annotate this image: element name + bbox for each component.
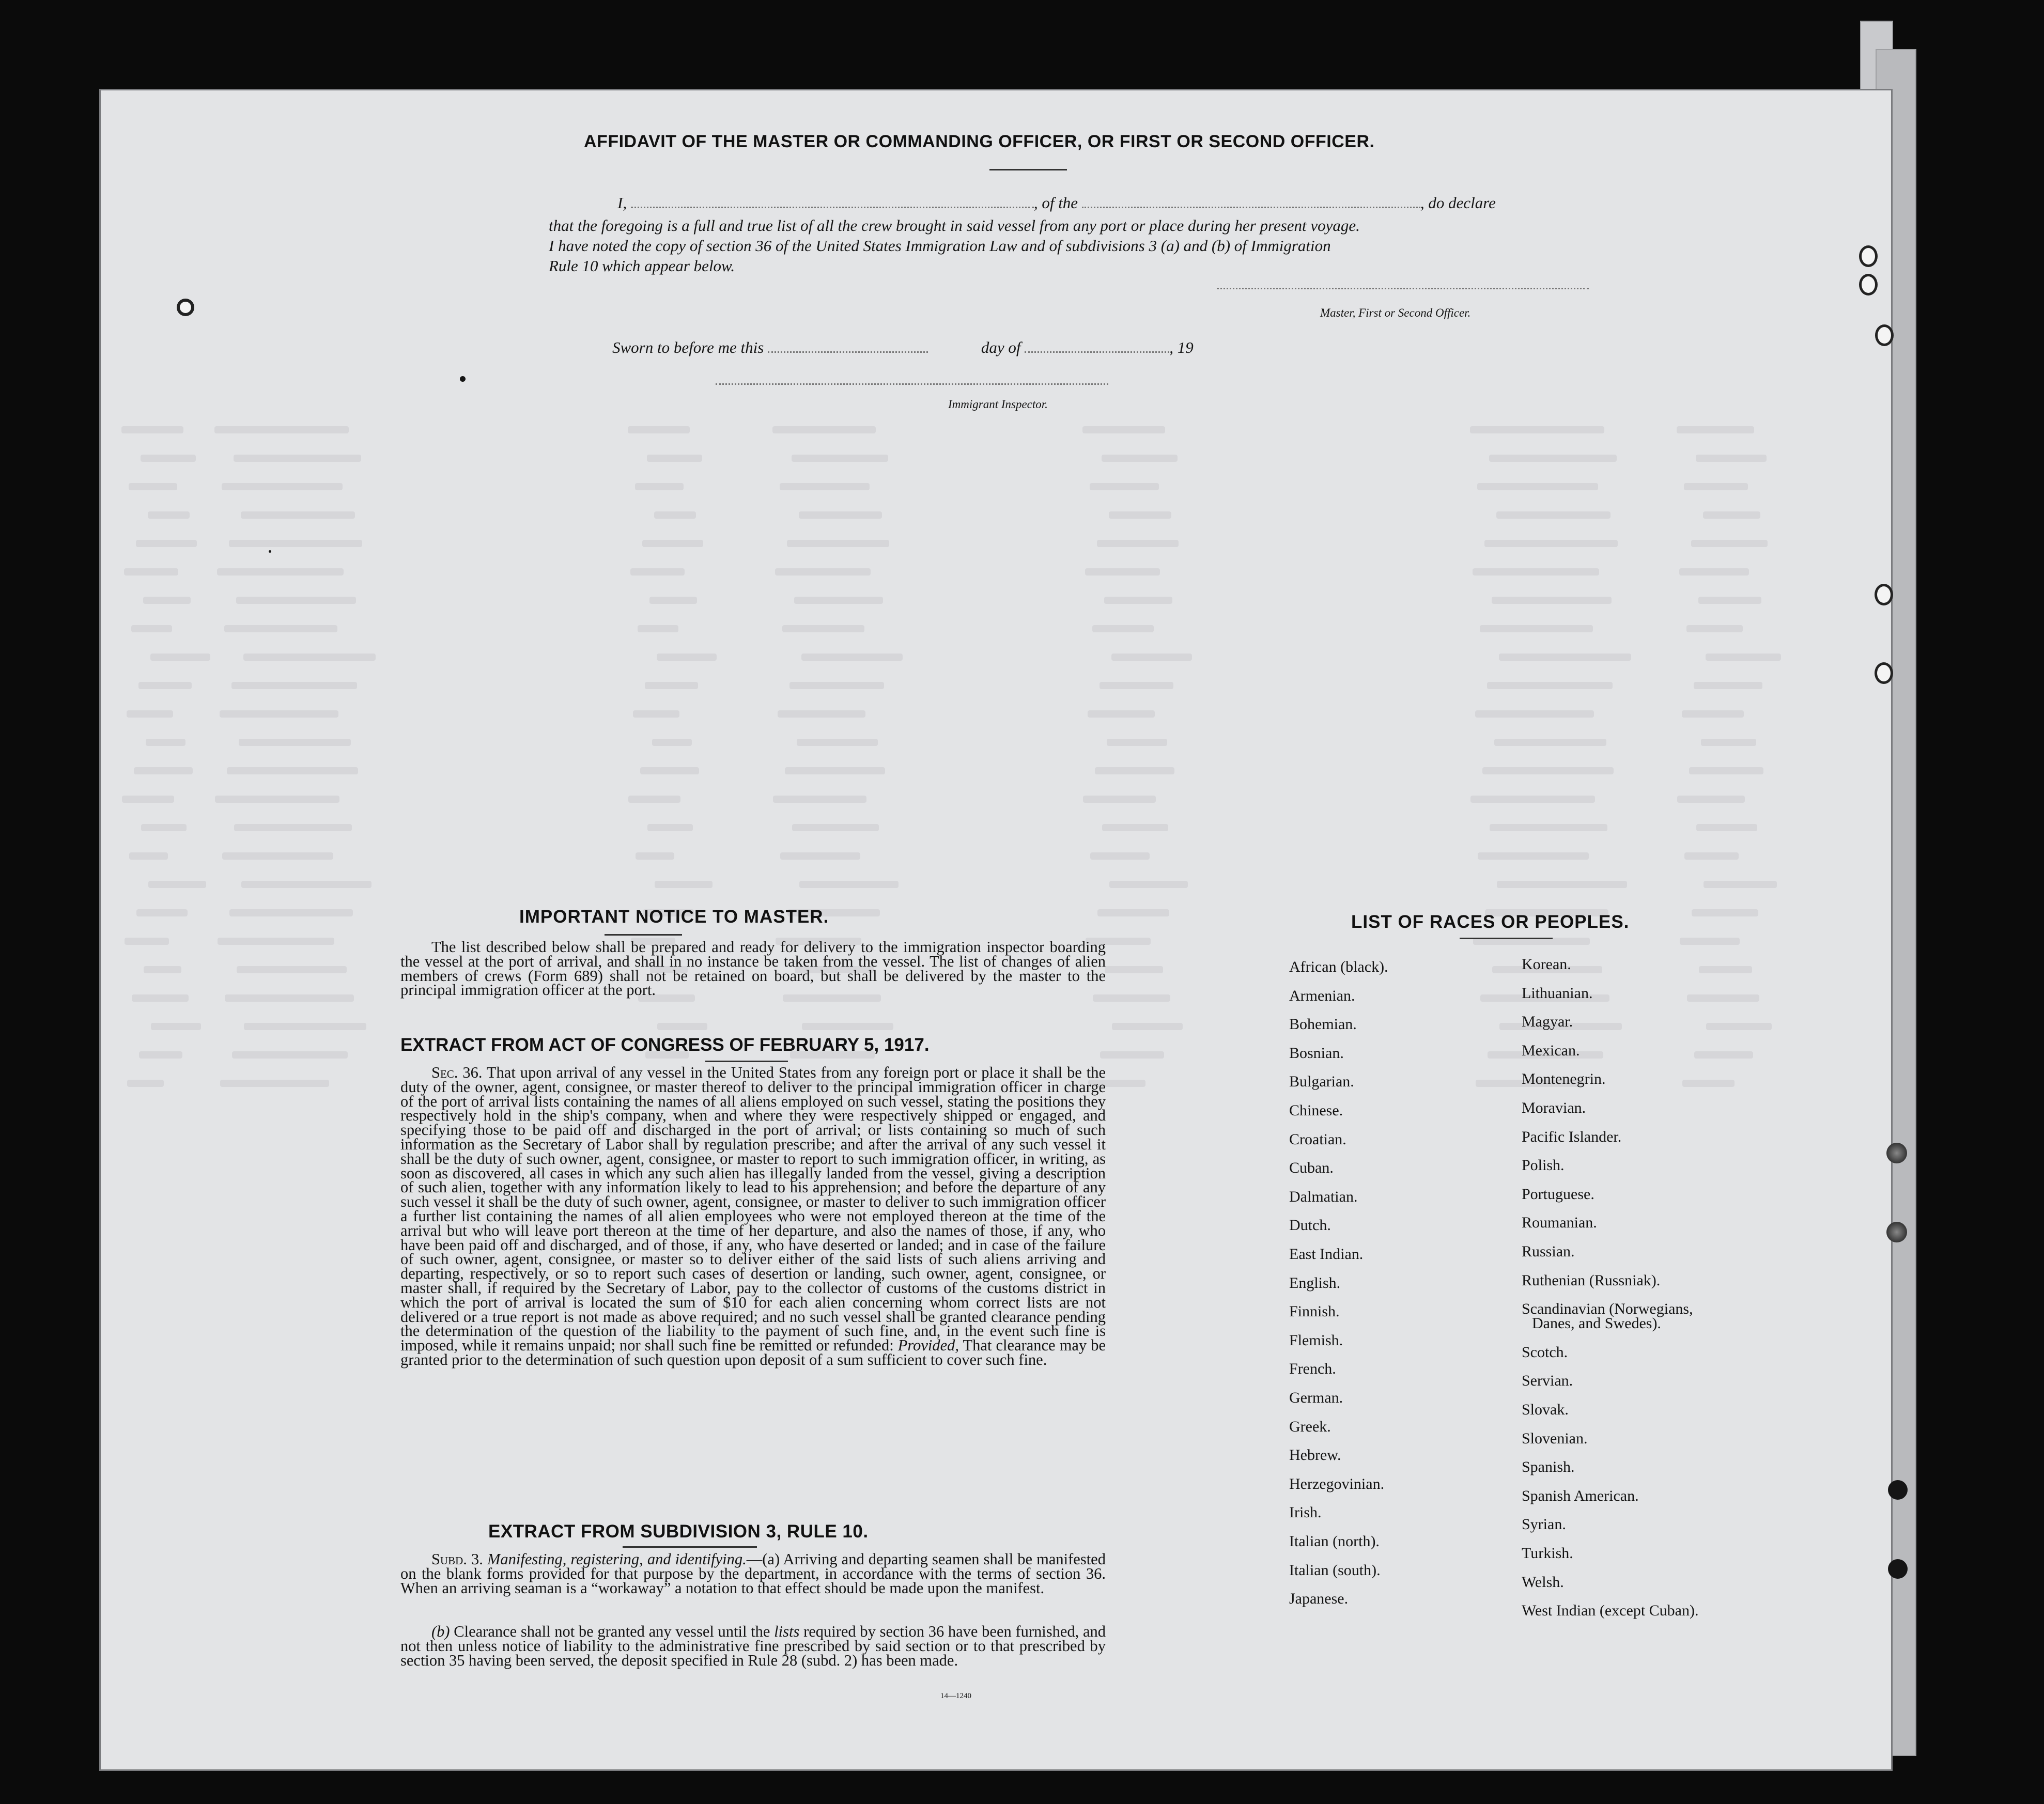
bleed-through-mark <box>628 796 680 803</box>
race-item: Roumanian. <box>1522 1214 1597 1232</box>
bleed-through-mark <box>799 511 882 519</box>
bleed-through-mark <box>234 824 352 831</box>
race-item: Herzegovinian. <box>1289 1475 1385 1492</box>
race-item: West Indian (except Cuban). <box>1522 1602 1699 1620</box>
bleed-through-mark <box>1680 938 1740 945</box>
bleed-through-mark <box>797 739 878 746</box>
form-number: 14—1240 <box>940 1692 971 1700</box>
race-item: Irish. <box>1289 1504 1322 1521</box>
i-label: I, <box>617 194 627 212</box>
bleed-through-mark <box>217 568 344 576</box>
bleed-through-mark <box>1477 483 1598 490</box>
bleed-through-mark <box>129 483 177 490</box>
bleed-through-mark <box>802 1023 893 1030</box>
bleed-through-mark <box>218 938 334 945</box>
race-item: Croatian. <box>1289 1130 1346 1148</box>
para-b-lists-word: lists <box>774 1623 800 1640</box>
bleed-through-mark <box>1489 455 1617 462</box>
bleed-through-mark <box>151 1023 201 1030</box>
bleed-through-mark <box>127 710 173 718</box>
race-item: Spanish. <box>1522 1458 1575 1476</box>
race-item: Russian. <box>1522 1243 1575 1260</box>
bleed-through-mark <box>243 654 376 661</box>
race-item: Servian. <box>1522 1372 1573 1390</box>
bleed-through-mark <box>229 909 353 916</box>
bleed-through-mark <box>773 796 866 803</box>
race-item: Bosnian. <box>1289 1044 1344 1062</box>
para-b-text-2: required by section 36 have been furnished, and not then unless notice of liability to the administrative fine prescribed by said section or to that prescribed by section 35 having been served, the deposit specified in Rule 28 (subd. 2) has been made. <box>400 1623 1106 1669</box>
affidavit-line-2: that the foregoing is a full and true list of all the crew brought in said vessel from any port or place during her present voyage. <box>549 216 1360 235</box>
bleed-through-mark <box>1677 426 1754 433</box>
bleed-through-mark <box>633 710 679 718</box>
bleed-through-mark <box>239 739 351 746</box>
bleed-through-mark <box>1684 483 1748 490</box>
sworn-label: Sworn to before me this <box>612 338 764 356</box>
race-item: English. <box>1289 1274 1341 1292</box>
bleed-through-mark <box>1679 568 1749 576</box>
bleed-through-mark <box>649 597 697 604</box>
bleed-through-mark <box>1470 426 1604 433</box>
bleed-through-mark <box>787 540 889 547</box>
vessel-name-field[interactable] <box>1082 207 1420 208</box>
bleed-through-mark <box>1703 511 1760 519</box>
bleed-through-mark <box>134 767 193 774</box>
bleed-through-mark <box>150 654 210 661</box>
bleed-through-mark <box>225 994 354 1002</box>
bleed-through-mark <box>775 568 871 576</box>
bleed-through-mark <box>1470 796 1595 803</box>
race-item: Polish. <box>1522 1157 1565 1174</box>
bleed-through-mark <box>141 455 196 462</box>
day-of-label: day of <box>981 338 1021 356</box>
bleed-through-mark <box>794 597 883 604</box>
binder-hole <box>1859 274 1878 296</box>
bleed-through-mark <box>789 682 884 689</box>
bleed-through-mark <box>127 1080 164 1087</box>
bleed-through-mark <box>1111 654 1192 661</box>
race-item: Cuban. <box>1289 1159 1334 1177</box>
bleed-through-mark <box>227 767 358 774</box>
bleed-through-mark <box>1490 824 1607 831</box>
bleed-through-mark <box>215 796 339 803</box>
para-b-label: (b) <box>431 1623 450 1640</box>
bleed-through-mark <box>220 1080 329 1087</box>
bleed-through-mark <box>222 852 333 860</box>
bleed-through-mark <box>1083 796 1156 803</box>
binder-hole <box>1875 324 1894 346</box>
act-extract-rule <box>705 1061 788 1062</box>
race-item: Welsh. <box>1522 1573 1564 1591</box>
bleed-through-mark <box>1691 540 1768 547</box>
bleed-through-mark <box>141 824 187 831</box>
race-item: Magyar. <box>1522 1013 1573 1031</box>
race-item: Danes, and Swedes). <box>1532 1315 1661 1332</box>
bleed-through-mark <box>1480 625 1593 632</box>
bleed-through-mark <box>657 1023 707 1030</box>
bleed-through-mark <box>121 426 183 433</box>
race-item: African (black). <box>1289 958 1388 975</box>
race-item: Slovenian. <box>1522 1429 1588 1447</box>
bleed-through-mark <box>234 455 361 462</box>
master-signature-field[interactable] <box>1217 287 1589 289</box>
bleed-through-mark <box>125 938 169 945</box>
act-section-36-text <box>400 1066 1106 1367</box>
bleed-through-mark <box>1112 1023 1183 1030</box>
race-item: Mexican. <box>1522 1041 1580 1059</box>
bleed-through-mark <box>792 455 888 462</box>
bleed-through-mark <box>1100 682 1173 689</box>
bleed-through-mark <box>1682 1080 1735 1087</box>
sworn-line <box>612 338 1194 357</box>
race-item: Syrian. <box>1522 1516 1566 1533</box>
race-item: East Indian. <box>1289 1246 1364 1263</box>
bleed-through-mark <box>1692 909 1758 916</box>
act-extract-heading: EXTRACT FROM ACT OF CONGRESS OF FEBRUARY 5, 1917. <box>400 1035 930 1055</box>
sworn-month-field[interactable] <box>1025 351 1169 353</box>
bleed-through-mark <box>136 540 197 547</box>
bleed-through-mark <box>645 682 698 689</box>
race-item: Turkish. <box>1522 1545 1573 1562</box>
bleed-through-mark <box>1694 682 1762 689</box>
bleed-through-mark <box>1499 654 1631 661</box>
race-item: Italian (north). <box>1289 1533 1380 1550</box>
bleed-through-mark <box>801 654 903 661</box>
binder-hole <box>1875 584 1893 605</box>
bleed-through-mark <box>138 682 192 689</box>
bleed-through-mark <box>1092 625 1154 632</box>
bleed-through-mark <box>1686 625 1743 632</box>
bleed-through-mark <box>780 483 870 490</box>
bleed-through-mark <box>1492 597 1612 604</box>
bleed-through-mark <box>1696 455 1767 462</box>
sec-label: Sec. 36. <box>431 1064 483 1081</box>
sworn-day-field[interactable] <box>768 351 928 353</box>
bleed-through-mark <box>642 540 703 547</box>
races-heading-rule <box>1460 938 1553 939</box>
notice-text <box>400 940 1106 998</box>
affidavit-line-3: I have noted the copy of section 36 of the United States Immigration Law and of subdivisions 3 (a) and (b) of Immigration <box>549 237 1331 255</box>
bleed-through-mark <box>657 654 717 661</box>
notice-heading: IMPORTANT NOTICE TO MASTER. <box>519 907 829 927</box>
bleed-through-mark <box>1699 966 1752 973</box>
race-item: Hebrew. <box>1289 1447 1341 1464</box>
rivet <box>1886 1222 1907 1242</box>
bleed-through-mark <box>1097 540 1179 547</box>
para-a-label: —(a) <box>746 1550 780 1568</box>
bleed-through-mark <box>231 682 357 689</box>
bleed-through-mark <box>654 511 696 519</box>
race-item: Dutch. <box>1289 1217 1331 1234</box>
bleed-through-mark <box>124 568 178 576</box>
manifest-page <box>101 90 1891 1769</box>
bleed-through-mark <box>1082 426 1165 433</box>
officer-name-field[interactable] <box>631 207 1034 208</box>
of-the-label: , of the <box>1033 194 1078 212</box>
bleed-through-mark <box>122 796 174 803</box>
race-item: Ruthenian (Russniak). <box>1522 1271 1661 1289</box>
bleed-through-mark <box>148 881 206 888</box>
bleed-through-mark <box>241 511 355 519</box>
bleed-through-mark <box>647 824 693 831</box>
race-item: Korean. <box>1522 956 1571 973</box>
race-item: Flemish. <box>1289 1331 1343 1349</box>
binder-hole <box>177 299 194 316</box>
bleed-through-mark <box>1684 852 1739 860</box>
bleed-through-mark <box>1482 767 1614 774</box>
bleed-through-mark <box>799 881 899 888</box>
para-b-text-1: Clearance shall not be granted any vessel until the <box>454 1623 770 1640</box>
bleed-through-mark <box>1097 909 1169 916</box>
act-body-end: That clearance may be granted prior to the determination of such question upon deposit of a sum sufficient to cover such fine. <box>400 1336 1106 1368</box>
race-item: Italian (south). <box>1289 1561 1381 1579</box>
bleed-through-mark <box>647 455 702 462</box>
race-item: Japanese. <box>1289 1590 1349 1608</box>
bleed-through-mark <box>1706 1023 1772 1030</box>
bleed-through-mark <box>143 597 191 604</box>
bleed-through-mark <box>1494 739 1606 746</box>
inspector-signature-field[interactable] <box>716 382 1108 385</box>
bleed-through-mark <box>1478 852 1589 860</box>
bleed-through-mark <box>1090 483 1159 490</box>
race-item: Bulgarian. <box>1289 1073 1354 1091</box>
bleed-through-mark <box>224 625 337 632</box>
bleed-through-mark <box>1694 1051 1753 1059</box>
bleed-through-mark <box>1484 540 1618 547</box>
subd-title: Manifesting, registering, and identifying. <box>487 1550 747 1568</box>
bleed-through-mark <box>1105 966 1163 973</box>
notice-body: The list described below shall be prepared and ready for delivery to the immigration inspector boarding the vessel at the port of arrival, and shall in no instance be taken from the vessel. The list of changes of alien members of crews (Form 689) shall not be retained on board, but shall be delivered by the master to the principal immigration officer at the port. <box>400 938 1106 999</box>
inspector-caption: Immigrant Inspector. <box>948 398 1048 411</box>
race-item: Bohemian. <box>1289 1016 1357 1033</box>
binder-hole <box>1875 662 1893 684</box>
bleed-through-mark <box>232 1051 348 1059</box>
notice-heading-rule <box>605 934 682 936</box>
bleed-through-mark <box>1698 597 1761 604</box>
bleed-through-mark <box>220 710 338 718</box>
bleed-through-mark <box>1704 881 1777 888</box>
race-item: Finnish. <box>1289 1303 1340 1320</box>
rule-extract-rule <box>623 1546 757 1548</box>
bleed-through-mark <box>1687 994 1759 1002</box>
bleed-through-mark <box>131 625 172 632</box>
bleed-through-mark <box>148 511 190 519</box>
affidavit-heading: AFFIDAVIT OF THE MASTER OR COMMANDING OFFICER, OR FIRST OR SECOND OFFICER. <box>584 132 1375 151</box>
bleed-through-mark <box>241 881 371 888</box>
bleed-through-mark <box>772 426 876 433</box>
year-label: , 19 <box>1169 338 1194 356</box>
bleed-through-mark <box>628 426 690 433</box>
bleed-through-mark <box>636 852 674 860</box>
affidavit-line-1 <box>617 194 1496 212</box>
bleed-through-mark <box>635 483 684 490</box>
bleed-through-mark <box>785 767 885 774</box>
bleed-through-mark <box>144 966 181 973</box>
bleed-through-mark <box>655 881 713 888</box>
bleed-through-mark <box>652 739 692 746</box>
subd-label: Subd. 3. <box>431 1550 483 1568</box>
bleed-through-mark <box>1475 710 1594 718</box>
bleed-through-mark <box>780 852 860 860</box>
race-item: Scandinavian (Norwegians, <box>1522 1300 1693 1318</box>
bleed-through-mark <box>792 824 879 831</box>
bleed-through-mark <box>1473 568 1599 576</box>
ink-speck <box>460 376 466 382</box>
bleed-through-mark <box>1689 767 1763 774</box>
bleed-through-mark <box>139 1051 182 1059</box>
bleed-through-mark <box>1090 852 1150 860</box>
race-item: Armenian. <box>1289 987 1355 1004</box>
bleed-through-mark <box>1706 654 1781 661</box>
bleed-through-mark <box>1102 824 1168 831</box>
binder-hole <box>1859 245 1878 267</box>
race-item: Chinese. <box>1289 1102 1343 1119</box>
race-item: Montenegrin. <box>1522 1070 1606 1088</box>
race-item: Greek. <box>1289 1418 1331 1435</box>
affidavit-line-4: Rule 10 which appear below. <box>549 257 735 275</box>
bleed-through-mark <box>1497 881 1627 888</box>
bleed-through-mark <box>1487 682 1613 689</box>
races-heading: LIST OF RACES OR PEOPLES. <box>1351 912 1630 932</box>
bleed-through-mark <box>1085 568 1160 576</box>
bleed-through-mark <box>136 909 188 916</box>
bleed-through-mark <box>1102 455 1178 462</box>
bleed-through-mark <box>244 1023 366 1030</box>
ink-speck <box>269 550 271 553</box>
race-item: Lithuanian. <box>1522 984 1593 1002</box>
bleed-through-mark <box>146 739 185 746</box>
bleed-through-mark <box>630 568 685 576</box>
rule-para-a <box>400 1552 1106 1595</box>
bleed-through-mark <box>1095 767 1174 774</box>
bleed-through-mark <box>229 540 362 547</box>
bleed-through-mark <box>640 767 699 774</box>
race-item: Portuguese. <box>1522 1185 1594 1203</box>
para-a-text: Arriving and departing seamen shall be manifested on the blank forms provided for that purpose by the department, in accordance with the terms of section 36. When an arriving seaman is a “workaway” a notation to that effect should be made upon the manifest. <box>400 1550 1106 1597</box>
bleed-through-mark <box>236 597 356 604</box>
race-item: French. <box>1289 1360 1336 1378</box>
bleed-through-mark <box>214 426 349 433</box>
rivet <box>1888 1559 1908 1579</box>
race-item: Slovak. <box>1522 1401 1569 1418</box>
race-item: Pacific Islander. <box>1522 1128 1622 1145</box>
bleed-through-mark <box>1109 511 1171 519</box>
race-item: Scotch. <box>1522 1343 1568 1361</box>
race-item: Moravian. <box>1522 1099 1586 1116</box>
bleed-through-mark <box>1696 824 1757 831</box>
bleed-through-mark <box>1496 511 1611 519</box>
race-item: German. <box>1289 1389 1343 1406</box>
race-item: Dalmatian. <box>1289 1188 1358 1205</box>
do-declare-label: , do declare <box>1420 194 1496 212</box>
bleed-through-mark <box>222 483 343 490</box>
rule-para-b <box>400 1625 1106 1668</box>
act-body: That upon arrival of any vessel in the United States from any foreign port or place it shall be the duty of the owner, agent, consignee, or master thereof to deliver to the principal immigration officer in charge of the port of arrival lists containing the names of all aliens employed on such vessel, stating the positions they respectively hold in the ship's company, when and where they were respectively shipped or engaged, and specifying those to be paid off and discharged in the port of arrival; or lists containing so much of such information as the Secretary of Labor shall by regulation prescribe; and after the arrival of any such vessel it shall be the duty of such owner, agent, consignee, or master to report to such immigration officer, in writing, as soon as discovered, all cases in which any such alien has illegally landed from the vessel, giving a description of such alien, together with any information likely to lead to his apprehension; and before the departure of any such vessel it shall be the duty of such owner, agent, consignee, or master to deliver to such immigration officer a further list containing the names of all alien employees who were not employed thereon at the time of the arrival but who will leave port thereon at the time of her departure, and also the names of those, if any, who have been paid off and discharged, and of those, if any, who have deserted or landed; and in case of the failure of such owner, agent, consignee, or master so to deliver either of the said lists of such aliens arriving and departing, respectively, or so to report such cases of desertion or landing, such owner, agent, consignee, or master shall, if required by the Secretary of Labor, pay to the collector of customs of the customs district in which the port of arrival is located the sum of $10 for each alien concerning whom correct lists are not delivered or a true report is not made as above required; and no such vessel shall be granted clearance pending the determination of the question of the liability to the payment of such fine, and, in the event such fine is imposed, while it remains unpaid; nor shall such fine be remitted or refunded: <box>400 1064 1106 1355</box>
bleed-through-mark <box>132 994 189 1002</box>
bleed-through-mark <box>129 852 168 860</box>
bleed-through-mark <box>1088 710 1155 718</box>
bleed-through-mark <box>1701 739 1756 746</box>
bleed-through-mark <box>1109 881 1188 888</box>
rivet <box>1888 1480 1908 1500</box>
provided-word: Provided, <box>897 1336 959 1355</box>
bleed-through-mark <box>1104 597 1172 604</box>
rivet <box>1886 1143 1907 1163</box>
master-signature-caption: Master, First or Second Officer. <box>1320 306 1471 319</box>
rule-extract-heading: EXTRACT FROM SUBDIVISION 3, RULE 10. <box>488 1521 869 1542</box>
bleed-through-mark <box>638 625 678 632</box>
affidavit-heading-rule <box>989 169 1067 170</box>
bleed-through-mark <box>782 625 864 632</box>
bleed-through-mark <box>1682 710 1744 718</box>
bleed-through-mark <box>1107 739 1167 746</box>
bleed-through-mark <box>778 710 865 718</box>
bleed-through-mark <box>1677 796 1745 803</box>
bleed-through-mark <box>1100 1051 1164 1059</box>
race-item: Spanish American. <box>1522 1487 1639 1504</box>
bleed-through-mark <box>237 966 347 973</box>
